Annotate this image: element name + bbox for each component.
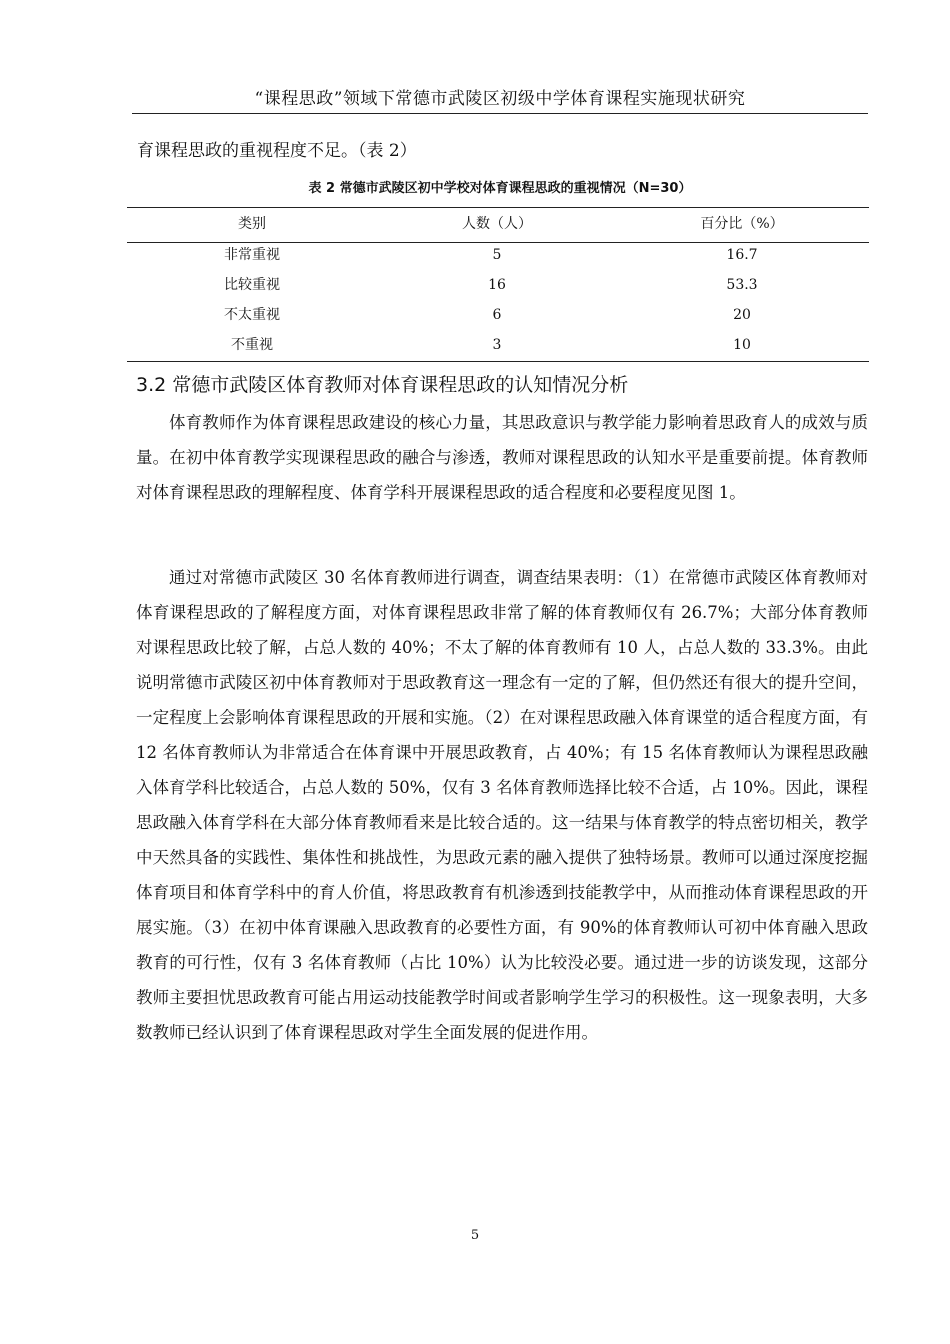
cell-count: 6 <box>492 307 502 323</box>
table-row <box>127 300 869 330</box>
table-top-rule <box>127 207 869 208</box>
cell-percent: 16.7 <box>726 247 758 263</box>
column-header-count: 人数（人） <box>462 216 532 232</box>
column-header-category: 类别 <box>238 216 266 232</box>
cell-count: 16 <box>488 277 506 293</box>
section-heading: 3.2 常德市武陵区体育教师对体育课程思政的认知情况分析 <box>136 374 629 396</box>
cell-count: 3 <box>492 337 502 353</box>
cell-category: 不太重视 <box>224 307 280 323</box>
cell-percent: 10 <box>733 337 751 353</box>
cell-percent: 53.3 <box>726 277 758 293</box>
cell-count: 5 <box>492 247 502 263</box>
table-bottom-rule <box>127 361 869 362</box>
cell-category: 非常重视 <box>224 247 280 263</box>
lead-line: 育课程思政的重视程度不足。（表 2） <box>137 141 417 161</box>
table-row <box>127 240 869 270</box>
column-header-percent: 百分比（%） <box>700 216 784 232</box>
table-row <box>127 270 869 300</box>
body-paragraph-1: 体育教师作为体育课程思政建设的核心力量，其思政意识与教学能力影响着思政育人的成效与质量。在初中体育教学实现课程思政的融合与渗透，教师对课程思政的认知水平是重要前提。体育教师对体育课程思政的理解程度、体育学科开展课程思政的适合程度和必要程度见图 1。 <box>136 413 868 502</box>
cell-category: 比较重视 <box>224 277 280 293</box>
body-paragraph-2: 通过对常德市武陵区 30 名体育教师进行调查，调查结果表明：（1）在常德市武陵区体育教师对体育课程思政的了解程度方面，对体育课程思政非常了解的体育教师仅有 26.7%；大部分体育教师对课程思政比较了解，占总人数的 40%；不太了解的体育教师有 10 人，占总人数的 33.3%。由此说明常德市武陵区初中体育教师对于思政教育这一理念有一定的了解，但仍然还有很大的提升空间，一定程度上会影响体育课程思政的开展和实施。（2）在对课程思政融入体育课堂的适合程度方面，有 12 名体育教师认为非常适合在体育课中开展思政教育，占 40%；有 15 名体育教师认为课程思政融入体育学科比较适合，占总人数的 50%，仅有 3 名体育教师选择比较不合适，占 10%。因此，课程思政融入体育学科在大部分体育教师看来是比较合适的。这一结果与体育教学的特点密切相关，教学中天然具备的实践性、集体性和挑战性，为思政元素的融入提供了独特场景。教师可以通过深度挖掘体育项目和体育学科中的育人价值，将思政教育有机渗透到技能教学中，从而推动体育课程思政的开展实施。（3）在初中体育课融入思政教育的必要性方面，有 90%的体育教师认可初中体育融入思政教育的可行性，仅有 3 名体育教师（占比 10%）认为比较没必要。通过进一步的访谈发现，这部分教师主要担忧思政教育可能占用运动技能教学时间或者影响学生学习的积极性。这一现象表明，大多数教师已经认识到了体育课程思政对学生全面发展的促进作用。 <box>136 568 868 1042</box>
table-row <box>127 330 869 360</box>
header-rule <box>132 113 868 114</box>
page-header: “课程思政”领域下常德市武陵区初级中学体育课程实施现状研究 <box>254 89 746 109</box>
page-number: 5 <box>470 1228 480 1243</box>
cell-percent: 20 <box>733 307 751 323</box>
cell-category: 不重视 <box>231 337 273 353</box>
table-caption: 表 2 常德市武陵区初中学校对体育课程思政的重视情况（N=30） <box>308 181 692 196</box>
table-header-row <box>127 209 869 239</box>
